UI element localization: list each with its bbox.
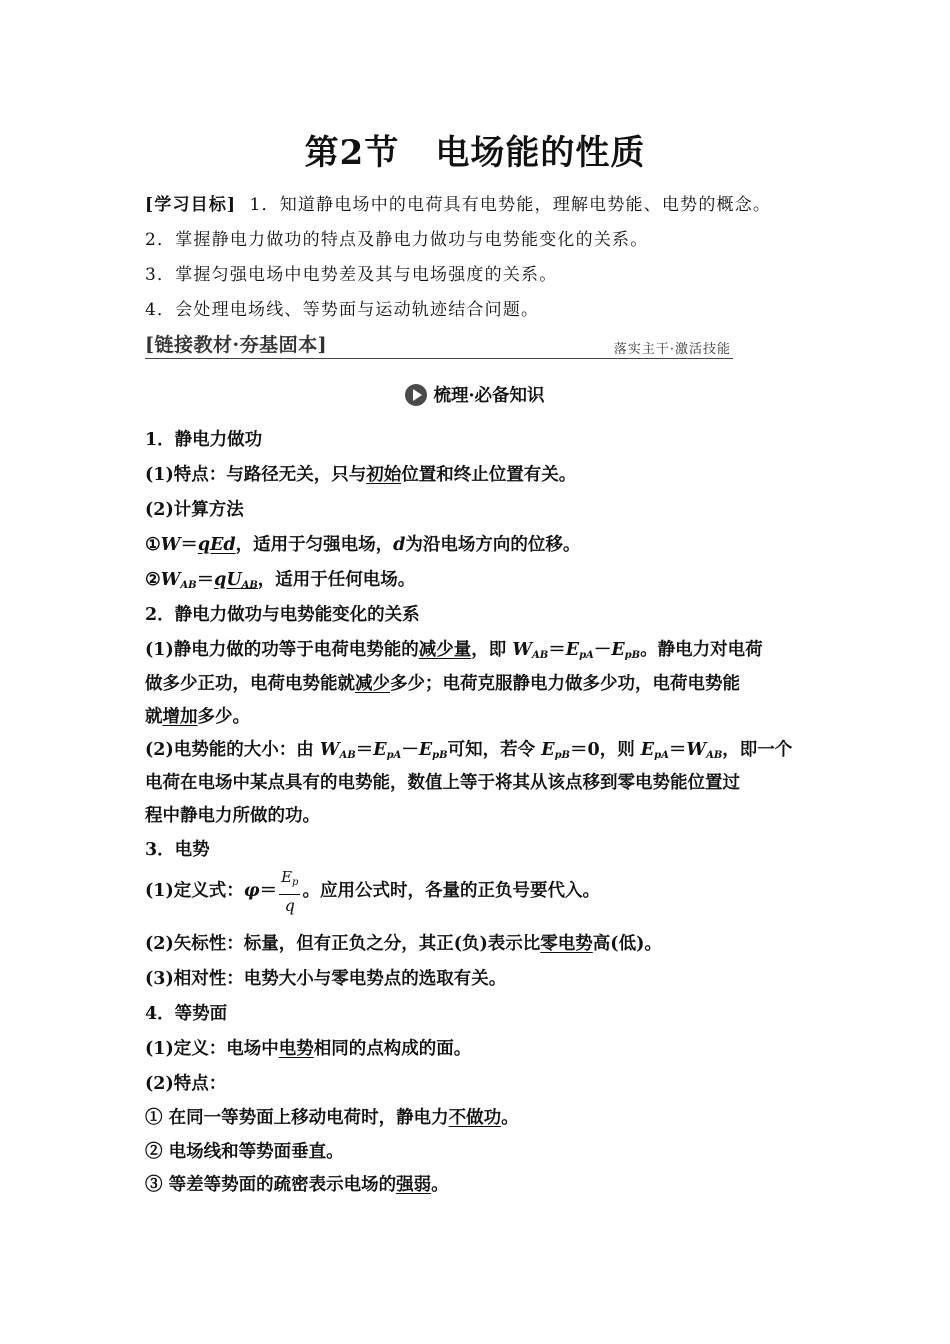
section-banner bbox=[145, 330, 733, 359]
s2-line-3: 就增加多少。 bbox=[145, 707, 250, 727]
heading-potential: 3．电势 bbox=[145, 840, 210, 860]
s2-line-4: (2)电势能的大小：由 $W_{AB}=E_{pA}-E_{pB}$可知，若令 $E_{pB}=0$，则 $E_{pA}=W_{AB}$，即一个 bbox=[145, 740, 793, 761]
potential-fraction: $\frac{E_p}{q}$ bbox=[281, 868, 299, 915]
s4-features: (2)特点： bbox=[145, 1074, 227, 1094]
s2-line-1: (1)静电力做的功等于电荷电势能的减少量，即 $W_{AB}=E_{pA}-E_{pB}$。静电力对电荷 bbox=[145, 640, 763, 661]
heading-work-energy: 2．静电力做功与电势能变化的关系 bbox=[145, 605, 420, 625]
s3-relativity: (3)相对性：电势大小与零电势点的选取有关。 bbox=[145, 969, 507, 989]
heading-equipotential: 4．等势面 bbox=[145, 1004, 228, 1024]
heading-work-by-force: 1．静电力做功 bbox=[145, 430, 263, 450]
s2-line-6: 程中静电力所做的功。 bbox=[145, 806, 320, 826]
banner-subtitle: 落实主干·激活技能 bbox=[613, 342, 731, 357]
s4-definition: (1)定义：电场中电势相同的点构成的面。 bbox=[145, 1039, 472, 1059]
banner-title: [链接教材·夯基固本] bbox=[145, 334, 328, 356]
s3-scalar: (2)矢标性：标量，但有正负之分，其正(负)表示比零电势高(低)。 bbox=[145, 934, 662, 954]
learning-goals-label: [学习目标] bbox=[145, 195, 237, 215]
learning-goal-1: [学习目标] 1．知道静电场中的电荷具有电势能，理解电势能、电势的概念。 bbox=[145, 195, 772, 215]
s2-line-2: 做多少正功，电荷电势能就减少多少；电荷克服静电力做多少功，电荷电势能 bbox=[145, 674, 740, 694]
s1-method: (2)计算方法 bbox=[145, 500, 244, 520]
s4-feature-1: ① 在同一等势面上移动电荷时，静电力不做功。 bbox=[145, 1108, 519, 1128]
section-number: 第2节 bbox=[304, 133, 400, 173]
s3-definition: (1)定义式：φ＝ $\frac{E_p}{q}$ 。应用公式时，各量的正负号要代入。 bbox=[145, 868, 600, 915]
s4-feature-3: ③ 等差等势面的疏密表示电场的强弱。 bbox=[145, 1175, 449, 1195]
learning-goal-4: 4．会处理电场线、等势面与运动轨迹结合问题。 bbox=[145, 300, 540, 320]
s2-line-5: 电荷在电场中某点具有的电势能，数值上等于将其从该点移到零电势能位置过 bbox=[145, 773, 740, 793]
s1-formula-general: $②W_{AB}=qU_{AB}$，适用于任何电场。 bbox=[145, 570, 416, 591]
learning-goal-3: 3．掌握匀强电场中电势差及其与电场强度的关系。 bbox=[145, 265, 558, 285]
s4-feature-2: ② 电场线和等势面垂直。 bbox=[145, 1142, 344, 1162]
s1-formula-uniform: ①W＝qEd，适用于匀强电场，d为沿电场方向的位移。 bbox=[145, 535, 581, 555]
page-title bbox=[0, 125, 950, 174]
play-icon bbox=[405, 384, 427, 406]
section-title: 电场能的性质 bbox=[435, 133, 646, 173]
s1-feature: (1)特点：与路径无关，只与初始位置和终止位置有关。 bbox=[145, 465, 577, 485]
knowledge-subheading: 梳理·必备知识 bbox=[0, 382, 950, 407]
learning-goal-2: 2．掌握静电力做功的特点及静电力做功与电势能变化的关系。 bbox=[145, 230, 649, 250]
